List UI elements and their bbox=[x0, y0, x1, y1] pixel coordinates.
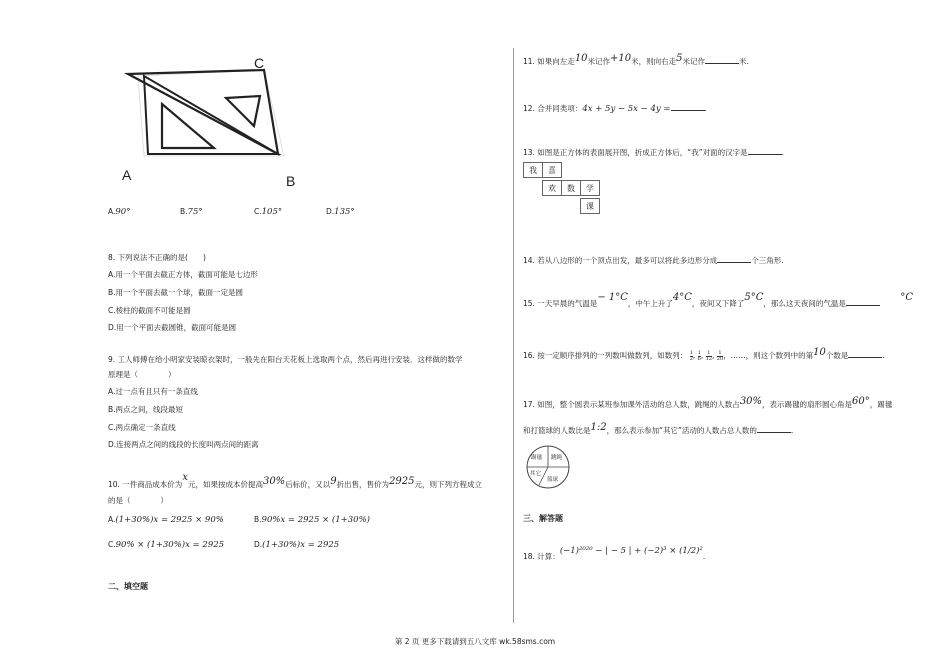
cube-cell-shu: 数 bbox=[561, 180, 581, 196]
section-answer-heading: 三、解答题 bbox=[523, 514, 563, 523]
q14-answer-blank[interactable] bbox=[717, 254, 751, 263]
q7-option-a: A.90° bbox=[108, 207, 131, 217]
q13-answer-blank[interactable] bbox=[748, 146, 782, 155]
cube-cell-xi: 喜 bbox=[542, 162, 562, 178]
q18: 18. 计算：(−1)²⁰²⁰ − | − 5 | + (−2)³ × (1/2)². bbox=[523, 546, 706, 561]
pie-label-lanqiu: 篮球 bbox=[547, 477, 559, 483]
q13: 13. 如图是正方体的表面展开图，折成正方体后，“我”对面的汉字是 . bbox=[523, 148, 784, 157]
cube-net-figure bbox=[523, 162, 623, 218]
cube-cell-wo: 我 bbox=[523, 162, 543, 178]
cube-cell-xue: 学 bbox=[580, 180, 600, 196]
cube-cell-ke: 课 bbox=[580, 198, 600, 214]
q8-option-b: B.用一个平面去截一个球，截面一定是圆 bbox=[108, 288, 244, 297]
q7-option-c: C.105° bbox=[254, 207, 283, 217]
q17-line1: 17. 如图，整个圆表示某班参加课外活动的总人数，跳绳的人数占30%，表示踢毽的扇形圆心角是60°，踢毽 bbox=[523, 396, 893, 409]
q9-option-a: A.过一点有且只有一条直线 bbox=[108, 387, 198, 396]
q16-frac-4: $\frac{1}{20}$ bbox=[716, 349, 724, 362]
q8-option-a: A.用一个平面去截正方体，截面可能是七边形 bbox=[108, 270, 258, 279]
section-fill-in-heading: 二、填空题 bbox=[108, 582, 148, 591]
q7-option-b: B.75° bbox=[180, 207, 203, 217]
q10-option-d: D.(1+30%)x = 2925 bbox=[254, 540, 340, 550]
q10-stem-line1: 10. 一件商品成本价为x元，如果按成本价提高30%后标价，又以9折出售，售价为2925元，则下列方程成立 bbox=[108, 472, 483, 489]
q11-answer-blank[interactable] bbox=[705, 55, 739, 64]
pie-label-qita: 其它 bbox=[530, 471, 542, 477]
q9-option-c: C.两点确定一条直线 bbox=[108, 423, 176, 432]
figure-label-c: C bbox=[254, 55, 265, 71]
figure-label-a: A bbox=[122, 167, 132, 183]
q12-answer-blank[interactable] bbox=[671, 102, 705, 111]
triangle-ruler-figure bbox=[114, 48, 294, 188]
q10-option-a: A.(1+30%)x = 2925 × 90% bbox=[108, 515, 224, 525]
pie-label-tiaosheng: 跳绳 bbox=[551, 455, 563, 461]
activity-pie-figure bbox=[525, 444, 573, 490]
cube-cell-huan: 欢 bbox=[542, 180, 562, 196]
q10-option-c: C.90% × (1+30%)x = 2925 bbox=[108, 540, 225, 550]
q9-stem-line2: 原理是（ ） bbox=[108, 370, 176, 379]
q15-answer-blank[interactable] bbox=[846, 297, 880, 306]
q16-frac-1: $\frac{1}{2}$ bbox=[689, 349, 693, 362]
q16-answer-blank[interactable] bbox=[848, 349, 882, 358]
q11: 11. 如果向左走10米记作+10米，则向右走5米记作 米. bbox=[523, 53, 749, 66]
q12: 12. 合并同类项：4x + 5y − 5x − 4y = . bbox=[523, 104, 707, 114]
q8-option-d: D.用一个平面去截圆锥，截面可能是圆 bbox=[108, 323, 237, 332]
q16: 16. 按一定顺序排列的一列数叫做数列，如数列： $\frac{1}{2}$ , $\frac{1}{6}$ , $\frac{1}{12}$ , $\frac{1}{20}$ ，……，则这个数列中的第10个数是 . bbox=[523, 347, 885, 362]
q16-frac-3: $\frac{1}{12}$ bbox=[705, 349, 713, 362]
column-divider bbox=[513, 48, 514, 623]
q15: 15. 一天早晨的气温是− 1°C，中午上升了4°C，夜间又下降了5°C，那么这天夜间的气温是 °C bbox=[523, 292, 913, 308]
q9-option-d: D.连接两点之间的线段的长度叫两点间的距离 bbox=[108, 440, 259, 449]
q8-option-c: C.棱柱的截面不可能是圆 bbox=[108, 306, 191, 315]
pie-label-jianzi: 踢毽 bbox=[531, 455, 543, 461]
figure-label-b: B bbox=[286, 173, 296, 189]
q10-option-b: B.90%x = 2925 × (1+30%) bbox=[254, 515, 370, 525]
q8-stem: 8. 下列说法不正确的是( ) bbox=[108, 253, 206, 262]
q10-stem-line2: 的是（ ） bbox=[108, 496, 168, 505]
q7-option-d: D.135° bbox=[326, 207, 355, 217]
q14: 14. 若从八边形的一个顶点出发，最多可以将此多边形分成 个三角形. bbox=[523, 256, 784, 265]
q9-option-b: B.两点之间，线段最短 bbox=[108, 405, 184, 414]
q17-answer-blank[interactable] bbox=[757, 424, 791, 433]
q17-line2: 和打篮球的人数比是1:2，那么表示参加“其它”活动的人数占总人数的 . bbox=[523, 422, 794, 435]
q16-frac-2: $\frac{1}{6}$ bbox=[697, 349, 701, 362]
q9-stem-line1: 9. 工人师傅在给小明家安装晾衣架时，一般先在阳台天花板上选取两个点，然后再进行安装．这样做的数学 bbox=[108, 355, 463, 364]
page-footer: 第 2 页 更多下载请到五八文库 wk.58sms.com bbox=[394, 637, 556, 646]
